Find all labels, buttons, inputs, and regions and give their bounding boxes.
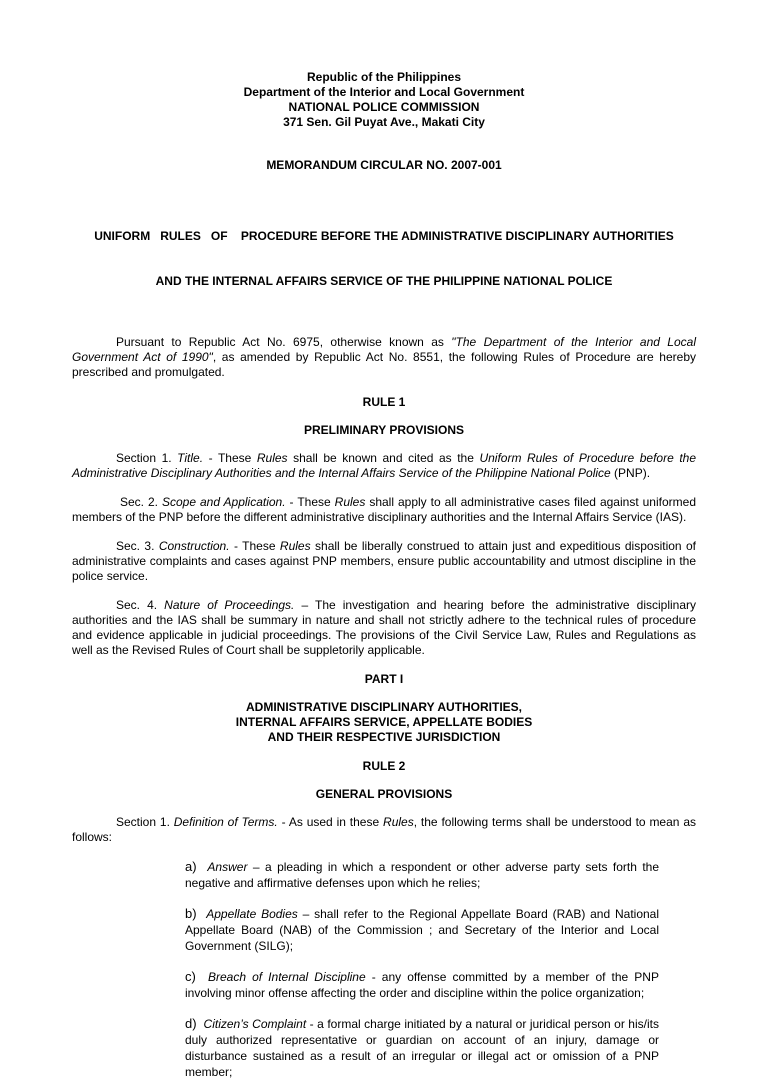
definition-text: - any offense committed by a member of the PNP involving minor offense affecting the order and discipline within the police organization; [185, 970, 659, 1000]
letterhead-line-4: 371 Sen. Gil Puyat Ave., Makati City [283, 115, 485, 129]
part-1-title-line-1: ADMINISTRATIVE DISCIPLINARY AUTHORITIES, [245, 700, 522, 714]
r2sec1-b: Definition of Terms. [173, 815, 278, 829]
sec4-b: Nature of Proceedings. [164, 598, 295, 612]
definition-term: Citizen’s Complaint [203, 1017, 307, 1031]
rule-1-title: PRELIMINARY PROVISIONS [303, 423, 465, 437]
letterhead [72, 70, 696, 130]
memo-title: MEMORANDUM CIRCULAR NO. 2007-001 [266, 158, 502, 172]
r2sec1-a: Section 1. [116, 815, 174, 829]
sec1-g: (PNP). [610, 466, 651, 480]
definition-letter: a) [185, 859, 197, 874]
section-3-paragraph [72, 539, 696, 584]
r2sec1-c: - As used in these [277, 815, 384, 829]
rule-2-title: GENERAL PROVISIONS [315, 787, 453, 801]
sec2-e: shall apply to all administrative cases filed against uniformed members of the PNP before the different administrative disciplinary authorities and the Internal Affairs Service (IAS). [72, 495, 700, 524]
sec1-e: shall be known and cited as the [287, 451, 480, 465]
definition-term: Appellate Bodies [206, 907, 298, 921]
sec3-c: - These [229, 539, 280, 553]
sec1-d: Rules [256, 451, 288, 465]
definition-letter: c) [185, 969, 196, 984]
sec3-b: Construction. [158, 539, 230, 553]
sec3-d: Rules [279, 539, 311, 553]
sec2-d: Rules [334, 495, 366, 509]
definition-item [185, 859, 659, 891]
letterhead-line-2: Department of the Interior and Local Government [243, 85, 525, 99]
letterhead-line-3: NATIONAL POLICE COMMISSION [288, 100, 480, 114]
definition-text: - a formal charge initiated by a natural or juridical person or his/its duly authorized representative or guardian on account of an injury, damage or disturbance sustained as a result of an irregular or illegal act or omission of a PNP member; [185, 1017, 659, 1079]
sec2-b: Scope and Application. [161, 495, 286, 509]
sec4-a: Sec. 4. [116, 598, 165, 612]
sec1-c: - These [203, 451, 257, 465]
r2sec1-d: Rules [383, 815, 414, 829]
intro-act-title: "The Department of the Interior and Local Government Act of 1990" [72, 335, 696, 364]
definition-term: Answer [207, 860, 248, 874]
rule-2-section-1-paragraph [72, 815, 696, 845]
intro-paragraph [72, 335, 696, 380]
definition-letter: d) [185, 1016, 197, 1031]
main-title-line-1: UNIFORM RULES OF PROCEDURE BEFORE THE ADMINISTRATIVE DISCIPLINARY AUTHORITIES [94, 229, 674, 243]
main-title-line-2: AND THE INTERNAL AFFAIRS SERVICE OF THE PHILIPPINE NATIONAL POLICE [155, 274, 613, 288]
part-1-title-line-3: AND THEIR RESPECTIVE JURISDICTION [267, 730, 501, 744]
definition-letter: b) [185, 906, 197, 921]
sec2-a: Sec. 2. [116, 495, 162, 509]
letterhead-line-1: Republic of the Philippines [306, 70, 461, 84]
part-1-title-line-2: INTERNAL AFFAIRS SERVICE, APPELLATE BODIES [235, 715, 533, 729]
sec1-b: Title. [177, 451, 204, 465]
intro-text-c: , as amended by Republic Act No. 8551, the following Rules of Procedure are hereby prescribed and promulgated. [72, 350, 697, 379]
definition-term: Breach of Internal Discipline [208, 970, 366, 984]
sec2-c: - These [285, 495, 335, 509]
sec3-a: Sec. 3. [116, 539, 159, 553]
definition-item [185, 906, 659, 954]
main-title [72, 199, 696, 319]
section-4-paragraph [72, 598, 696, 658]
definition-item [185, 1016, 659, 1080]
definition-text: – a pleading in which a respondent or other adverse party sets forth the negative and affirmative defenses upon which he relies; [185, 860, 659, 890]
section-1-paragraph [72, 451, 696, 481]
document-page [72, 70, 700, 1080]
rule-2-label: RULE 2 [362, 759, 406, 773]
sec4-c: – The investigation and hearing before the administrative disciplinary authorities and the IAS shall be summary in nature and shall not strictly adhere to the technical rules of procedure and evidence applicable in judicial proceedings. The provisions of the Civil Service Law, Rules and Regulations as well as the Revised Rules of Court shall be suppletorily applicable. [72, 598, 697, 657]
sec1-f: Uniform Rules of Procedure before the Administrative Disciplinary Authorities and the Internal Affairs Service of the Philippine National Police [72, 451, 696, 480]
sec3-e: shall be liberally construed to attain just and expeditious disposition of administrative complaints and cases against PNP members, ensure public accountability and utmost discipline in the police service. [72, 539, 697, 583]
sec1-a: Section 1. [116, 451, 178, 465]
section-2-paragraph [72, 495, 700, 525]
rule-1-label: RULE 1 [362, 395, 406, 409]
intro-text-a: Pursuant to Republic Act No. 6975, otherwise known as [116, 335, 452, 349]
part-1-title [72, 700, 696, 745]
definition-text: – shall refer to the Regional Appellate Board (RAB) and National Appellate Board (NAB) of the Commission ; and Secretary of the Interior and Local Government (SILG); [185, 907, 660, 953]
r2sec1-e: , the following terms shall be understood to mean as follows: [72, 815, 696, 844]
definition-item [185, 969, 659, 1001]
part-1-label: PART I [364, 672, 404, 686]
